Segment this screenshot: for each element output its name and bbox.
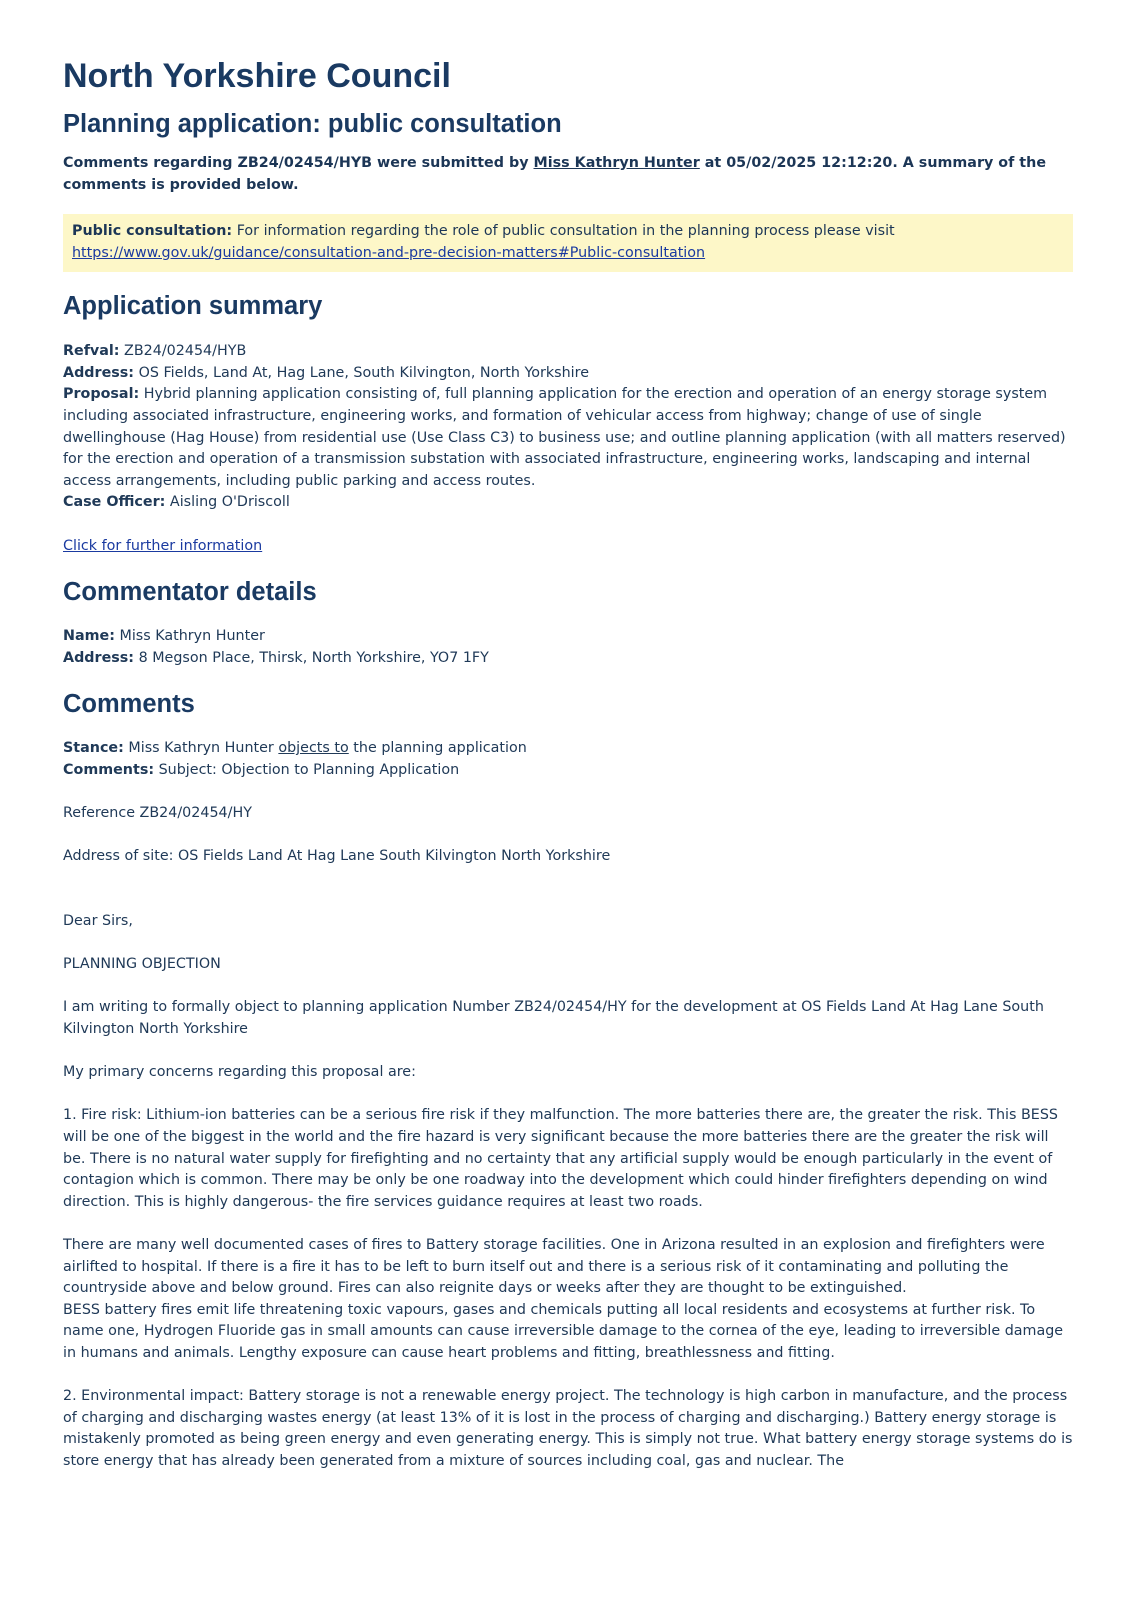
further-information-link[interactable]: Click for further information: [63, 537, 263, 554]
address-value: OS Fields, Land At, Hag Lane, South Kilvington, North Yorkshire: [134, 364, 590, 381]
commentator-name: Miss Kathryn Hunter: [114, 628, 265, 645]
commentator-address: 8 Megson Place, Thirsk, North Yorkshire, YO7 1FY: [134, 649, 489, 666]
refval-value: ZB24/02454/HYB: [119, 343, 247, 360]
commentator-address-row: Address: 8 Megson Place, Thirsk, North Yorkshire, YO7 1FY: [63, 649, 489, 666]
submitter-link[interactable]: Miss Kathryn Hunter: [533, 155, 700, 171]
stance-row: Stance: Miss Kathryn Hunter objects to the planning application: [63, 740, 527, 757]
comments-body: [63, 738, 1078, 1472]
stance-link[interactable]: objects to: [278, 740, 349, 757]
comments-row: Comments: Subject: Objection to Planning Application: [63, 761, 460, 778]
proposal-row: Proposal: Hybrid planning application consisting of, full planning application for the erection and operation of an energy storage system including associated infrastructure, engineering works, and formation of vehicular access from highway; change of use of single dwellinghouse (Hag House) from residential use (Use Class C3) to business use; and outline planning application (with all matters reserved) for the erection and operation of a transmission substation with associated infrastructure, engineering works, landscaping and internal access arrangements, including public parking and access routes.: [63, 386, 1071, 489]
case-officer-value: Aisling O'Driscoll: [165, 494, 290, 511]
case-officer-row: Case Officer: Aisling O'Driscoll: [63, 494, 290, 511]
fire-risk-paragraph: 1. Fire risk: Lithium-ion batteries can be a serious fire risk if they malfunction. The more batteries there are, the greater the risk. This BESS will be one of the biggest in the world and the fire hazard is very significant because the more batteries there are the greater the risk will be. There is no natural water supply for firefighting and no certainty that any artificial supply would be enough particularly in the event of contagion which is common. There may be only be one roadway into the development which could hinder firefighters depending on wind direction. This is highly dangerous- the fire services guidance requires at least two roads.: [63, 1107, 1063, 1210]
application-summary: [63, 341, 1073, 557]
reference-line: Reference ZB24/02454/HY: [63, 805, 252, 822]
address-row: Address: OS Fields, Land At, Hag Lane, South Kilvington, North Yorkshire: [63, 364, 590, 381]
objection-paragraph: I am writing to formally object to planning application Number ZB24/02454/HY for the development at OS Fields Land At Hag Lane South Kilvington North Yorkshire: [63, 999, 1049, 1038]
notice-text: For information regarding the role of public consultation in the planning process please visit: [232, 223, 895, 239]
objection-paragraph: My primary concerns regarding this proposal are:: [63, 1064, 416, 1081]
document-page: [63, 48, 1078, 1473]
fire-cases-paragraph: There are many well documented cases of fires to Battery storage facilities. One in Arizona resulted in an explosion and firefighters were airlifted to hospital. If there is a fire it has to be left to burn itself out and there is a serious risk of it contaminating and polluting the countryside above and below ground. Fires can also reignite days or weeks after they are thought to be extinguished.: [63, 1236, 1050, 1297]
site-address-line: Address of site: OS Fields Land At Hag Lane South Kilvington North Yorkshire: [63, 848, 611, 865]
salutation: Dear Sirs,: [63, 913, 133, 930]
intro-text: Comments regarding ZB24/02454/HYB were submitted by Miss Kathryn Hunter at 05/02/2025 12:12:20. A summary of the comments is provided below.: [63, 155, 1047, 193]
commentator-details-heading: Commentator details: [63, 578, 317, 607]
consultation-guidance-link[interactable]: https://www.gov.uk/guidance/consultation-and-pre-decision-matters#Public-consultation: [72, 244, 706, 261]
council-title: North Yorkshire Council: [63, 57, 451, 95]
environmental-impact-paragraph: 2. Environmental impact: Battery storage is not a renewable energy project. The technology is high carbon in manufacture, and the process of charging and discharging wastes energy (at least 13% of it is lost in the process of charging and discharging.) Battery energy storage is mistakenly promoted as being green energy and even generating energy. This is simply not true. What battery energy storage systems do is store energy that has already been generated from a mixture of sources including coal, gas and nuclear. The: [63, 1388, 1078, 1469]
notice-label: Public consultation:: [72, 223, 233, 239]
refval-row: Refval: ZB24/02454/HYB: [63, 343, 247, 360]
commentator-name-row: Name: Miss Kathryn Hunter: [63, 628, 265, 645]
comments-heading: Comments: [63, 690, 195, 719]
toxic-fumes-paragraph: BESS battery fires emit life threatening toxic vapours, gases and chemicals putting all local residents and ecosystems at further risk. To name one, Hydrogen Fluoride gas in small amounts can cause irreversible damage to the cornea of the eye, leading to irreversible damage in humans and animals. Lengthy exposure can cause heart problems and fitting, breathlessness and fitting.: [63, 1301, 1068, 1361]
objection-title: PLANNING OBJECTION: [63, 956, 221, 973]
page-subtitle: Planning application: public consultation: [63, 110, 562, 138]
commentator-details: [63, 626, 1073, 669]
application-summary-heading: Application summary: [63, 292, 323, 321]
consultation-notice: [63, 214, 1073, 272]
proposal-value: Hybrid planning application consisting of, full planning application for the erection and operation of an energy storage system including associated infrastructure, engineering works, and formation of vehicular access from highway; change of use of single dwellinghouse (Hag House) from residential use (Use Class C3) to business use; and outline planning application (with all matters reserved) for the erection and operation of a transmission substation with associated infrastructure, engineering works, landscaping and internal access arrangements, including public parking and access routes.: [63, 386, 1071, 489]
